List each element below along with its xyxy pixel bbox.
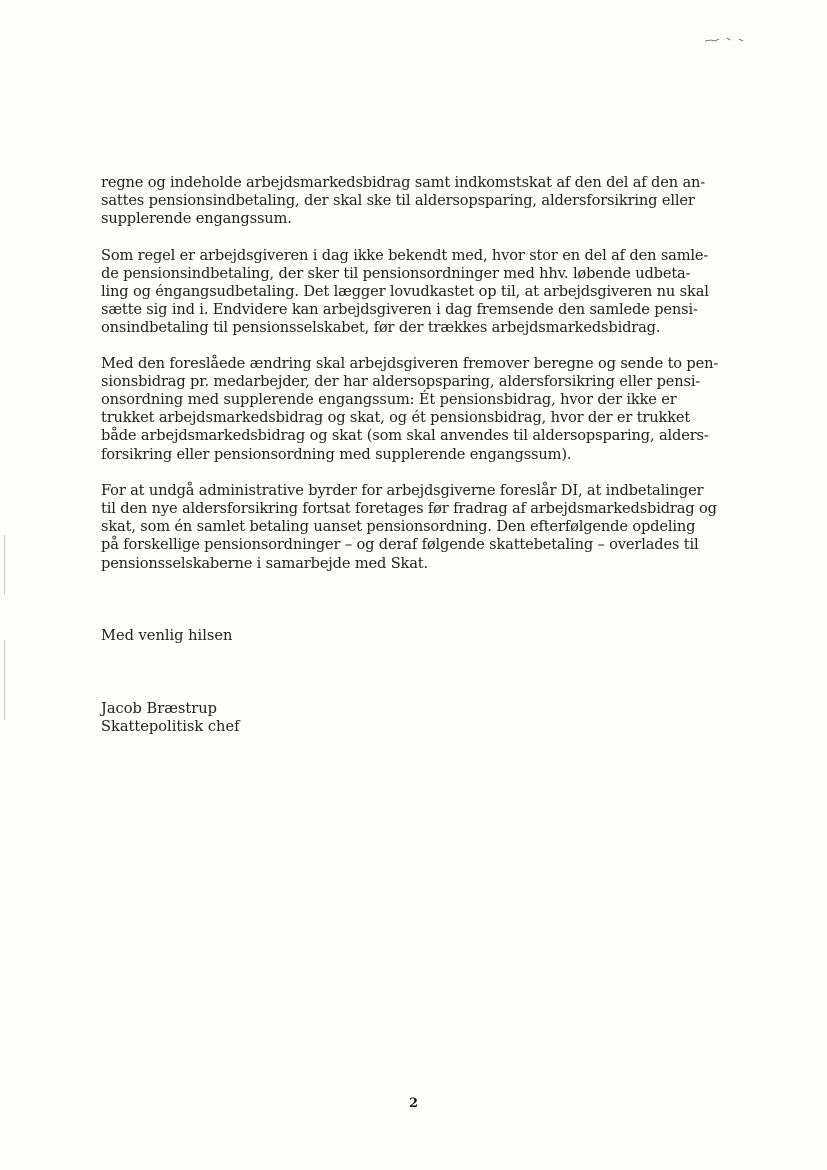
scan-artifact-mark: [703, 36, 749, 44]
text-line: onsordning med supplerende engangssum: Ét pensionsbidrag, hvor der ikke er: [101, 391, 677, 409]
text-line: regne og indeholde arbejdsmarkedsbidrag samt indkomstskat af den del af den an-: [101, 174, 706, 191]
scan-edge-line: [4, 640, 5, 720]
text-line: For at undgå administrative byrder for arbejdsgiverne foreslår DI, at indbetalinger: [101, 481, 704, 499]
text-line: de pensionsindbetaling, der sker til pensionsordninger med hhv. løbende udbeta-: [101, 264, 691, 282]
text-line: onsindbetaling til pensionsselskabet, før der trækkes arbejdsmarkedsbidrag.: [101, 319, 661, 337]
paragraph-continuation: [101, 174, 706, 229]
page-number: 2: [408, 1096, 419, 1111]
letter-body: [101, 174, 719, 573]
text-line: sætte sig ind i. Endvidere kan arbejdsgiveren i dag fremsende den samlede pensi-: [101, 301, 698, 319]
text-line: Som regel er arbejdsgiveren i dag ikke bekendt med, hvor stor en del af den samle-: [101, 246, 709, 264]
text-line: til den nye aldersforsikring fortsat foretages før fradrag af arbejdsmarkedsbidrag og: [101, 500, 717, 518]
signer-title: Skattepolitisk chef: [101, 718, 240, 736]
text-line: på forskellige pensionsordninger – og deraf følgende skattebetaling – overlades til: [101, 536, 699, 554]
signature-block: [101, 700, 239, 736]
text-line: sionsbidrag pr. medarbejder, der har aldersopsparing, aldersforsikring eller pensi-: [101, 372, 701, 390]
paragraph-di-proposal: [101, 481, 717, 573]
text-line: ling og éngangsudbetaling. Det lægger lovudkastet op til, at arbejdsgiveren nu skal: [101, 283, 709, 301]
paragraph-employer-knowledge: [101, 246, 709, 338]
text-line: både arbejdsmarkedsbidrag og skat (som skal anvendes til aldersopsparing, alders-: [101, 427, 709, 445]
text-line: trukket arbejdsmarkedsbidrag og skat, og ét pensionsbidrag, hvor der er trukket: [101, 409, 691, 427]
scan-edge-line: [4, 535, 5, 595]
paragraph-proposed-change: [101, 354, 719, 464]
text-line: Med den foreslåede ændring skal arbejdsgiveren fremover beregne og sende to pen-: [101, 354, 719, 372]
text-line: pensionsselskaberne i samarbejde med Skat.: [101, 554, 428, 572]
signer-name: Jacob Bræstrup: [101, 700, 217, 717]
text-line: sattes pensionsindbetaling, der skal ske til aldersopsparing, aldersforsikring eller: [101, 192, 695, 210]
text-line: skat, som én samlet betaling uanset pensionsordning. Den efterfølgende opdeling: [101, 518, 696, 536]
closing-salutation: Med venlig hilsen: [101, 627, 233, 644]
text-line: supplerende engangssum.: [101, 210, 292, 228]
text-line: forsikring eller pensionsordning med supplerende engangssum).: [101, 445, 572, 463]
